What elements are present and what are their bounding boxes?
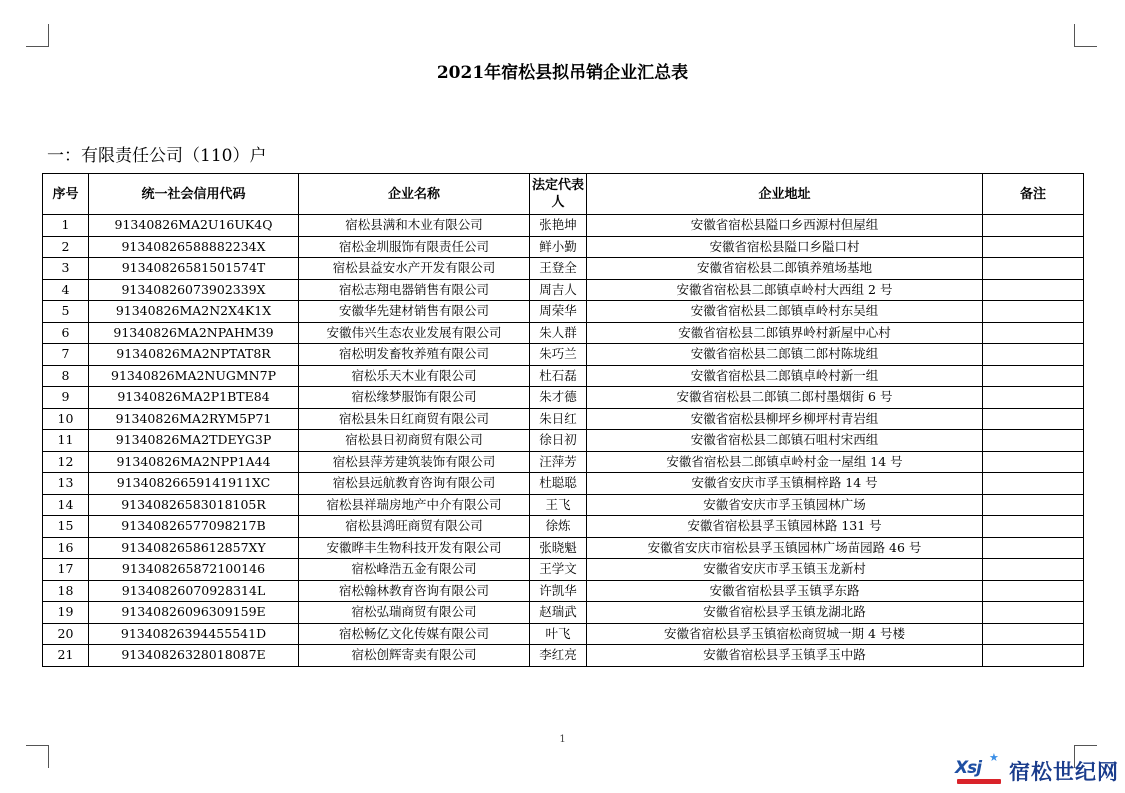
cell-credit-code: 91340826577098217B <box>89 516 299 538</box>
cell-credit-code: 91340826MA2RYM5P71 <box>89 408 299 430</box>
star-icon: ★ <box>989 751 999 764</box>
cell-address: 安徽省宿松县孚玉镇孚东路 <box>587 580 983 602</box>
table-row <box>43 451 1084 473</box>
cell-index: 4 <box>43 279 89 301</box>
page-number: 1 <box>559 734 566 745</box>
cell-credit-code: 91340826MA2NUGMN7P <box>89 365 299 387</box>
cell-index: 5 <box>43 301 89 323</box>
table-row <box>43 494 1084 516</box>
cell-company-name: 宿松县日初商贸有限公司 <box>299 430 530 452</box>
cell-index: 2 <box>43 236 89 258</box>
cell-index: 17 <box>43 559 89 581</box>
cell-index: 6 <box>43 322 89 344</box>
cell-remarks <box>983 387 1084 409</box>
cell-legal-rep: 汪萍芳 <box>530 451 587 473</box>
table-row <box>43 537 1084 559</box>
cell-index: 9 <box>43 387 89 409</box>
cell-credit-code: 91340826588882234X <box>89 236 299 258</box>
table-body <box>43 215 1084 667</box>
cell-address: 安徽省宿松县二郎镇养殖场基地 <box>587 258 983 280</box>
cell-company-name: 宿松县祥瑞房地产中介有限公司 <box>299 494 530 516</box>
cell-credit-code: 91340826MA2U16UK4Q <box>89 215 299 237</box>
table-row <box>43 279 1084 301</box>
cell-address: 安徽省宿松县二郎镇二郎村陈垅组 <box>587 344 983 366</box>
column-header-legal-rep: 法定代表人 <box>530 174 587 215</box>
cell-company-name: 宿松金圳服饰有限责任公司 <box>299 236 530 258</box>
cell-credit-code: 91340826394455541D <box>89 623 299 645</box>
logo-bar <box>957 779 1001 784</box>
cell-address: 安徽省宿松县孚玉镇宿松商贸城一期 4 号楼 <box>587 623 983 645</box>
cell-index: 20 <box>43 623 89 645</box>
cell-index: 18 <box>43 580 89 602</box>
cell-legal-rep: 张艳坤 <box>530 215 587 237</box>
cell-index: 15 <box>43 516 89 538</box>
cell-company-name: 安徽华先建材销售有限公司 <box>299 301 530 323</box>
cell-company-name: 安徽晔丰生物科技开发有限公司 <box>299 537 530 559</box>
table-row <box>43 387 1084 409</box>
cell-index: 21 <box>43 645 89 667</box>
column-header-index: 序号 <box>43 174 89 215</box>
cell-remarks <box>983 279 1084 301</box>
cell-remarks <box>983 301 1084 323</box>
cell-credit-code: 91340826MA2NPTAT8R <box>89 344 299 366</box>
cell-index: 11 <box>43 430 89 452</box>
watermark-text: 宿松世纪网 <box>1009 760 1119 784</box>
cell-legal-rep: 周荣华 <box>530 301 587 323</box>
cell-remarks <box>983 215 1084 237</box>
corner-mark-top-left <box>26 24 49 47</box>
cell-remarks <box>983 494 1084 516</box>
cell-remarks <box>983 408 1084 430</box>
table-row <box>43 623 1084 645</box>
cell-index: 10 <box>43 408 89 430</box>
table-header-row <box>43 174 1084 215</box>
cell-remarks <box>983 623 1084 645</box>
cell-legal-rep: 叶飞 <box>530 623 587 645</box>
table-row <box>43 258 1084 280</box>
cell-company-name: 宿松峰浩五金有限公司 <box>299 559 530 581</box>
cell-legal-rep: 徐炼 <box>530 516 587 538</box>
cell-company-name: 宿松乐天木业有限公司 <box>299 365 530 387</box>
cell-address: 安徽省宿松县二郎镇界岭村新屋中心村 <box>587 322 983 344</box>
cell-credit-code: 91340826583018105R <box>89 494 299 516</box>
cell-address: 安徽省宿松县柳坪乡柳坪村青岩组 <box>587 408 983 430</box>
cell-credit-code: 91340826MA2TDEYG3P <box>89 430 299 452</box>
cell-company-name: 宿松县远航教育咨询有限公司 <box>299 473 530 495</box>
cell-legal-rep: 朱人群 <box>530 322 587 344</box>
cell-legal-rep: 鲜小勤 <box>530 236 587 258</box>
corner-mark-bottom-left <box>26 745 49 768</box>
cell-legal-rep: 杜聪聪 <box>530 473 587 495</box>
cell-remarks <box>983 365 1084 387</box>
cell-legal-rep: 朱巧兰 <box>530 344 587 366</box>
column-header-address: 企业地址 <box>587 174 983 215</box>
cell-remarks <box>983 258 1084 280</box>
cell-remarks <box>983 580 1084 602</box>
table-row <box>43 365 1084 387</box>
cell-legal-rep: 徐日初 <box>530 430 587 452</box>
cell-index: 16 <box>43 537 89 559</box>
table-row <box>43 645 1084 667</box>
table-row <box>43 580 1084 602</box>
cell-credit-code: 91340826070928314L <box>89 580 299 602</box>
cell-company-name: 宿松畅亿文化传媒有限公司 <box>299 623 530 645</box>
cell-legal-rep: 朱才德 <box>530 387 587 409</box>
cell-credit-code: 91340826MA2P1BTE84 <box>89 387 299 409</box>
watermark <box>955 751 1119 786</box>
cell-credit-code: 913408265815015​74T <box>89 258 299 280</box>
cell-company-name: 宿松县鸿旺商贸有限公司 <box>299 516 530 538</box>
cell-address: 安徽省安庆市孚玉镇桐梓路 14 号 <box>587 473 983 495</box>
cell-credit-code: 91340826586128​57XY <box>89 537 299 559</box>
cell-address: 安徽省宿松县孚玉镇龙湖北路 <box>587 602 983 624</box>
cell-address: 安徽省宿松县孚玉镇园林路 131 号 <box>587 516 983 538</box>
cell-legal-rep: 王登全 <box>530 258 587 280</box>
cell-address: 安徽省宿松县二郎镇卓岭村大西组 2 号 <box>587 279 983 301</box>
cell-index: 8 <box>43 365 89 387</box>
cell-company-name: 宿松志翔电器销售有限公司 <box>299 279 530 301</box>
cell-credit-code: 91340826096309159E <box>89 602 299 624</box>
corner-mark-top-right <box>1074 24 1097 47</box>
cell-index: 1 <box>43 215 89 237</box>
table-row <box>43 602 1084 624</box>
table-row <box>43 301 1084 323</box>
cell-company-name: 宿松明发畜牧养殖有限公司 <box>299 344 530 366</box>
enterprise-table <box>42 173 1084 667</box>
table-row <box>43 344 1084 366</box>
cell-credit-code: 91340826659141911XC <box>89 473 299 495</box>
cell-legal-rep: 杜石磊 <box>530 365 587 387</box>
cell-company-name: 宿松县满和木业有限公司 <box>299 215 530 237</box>
table-row <box>43 430 1084 452</box>
cell-company-name: 安徽伟兴生态农业发展有限公司 <box>299 322 530 344</box>
cell-remarks <box>983 559 1084 581</box>
cell-address: 安徽省安庆市宿松县孚玉镇园林广场苗园路 46 号 <box>587 537 983 559</box>
cell-index: 19 <box>43 602 89 624</box>
section-heading: 一：有限责任公司（110）户 <box>47 146 267 166</box>
cell-address: 安徽省安庆市孚玉镇园林广场 <box>587 494 983 516</box>
document-title: 2021年宿松县拟吊销企业汇总表 <box>436 63 689 83</box>
cell-legal-rep: 朱日红 <box>530 408 587 430</box>
cell-address: 安徽省宿松县二郎镇卓岭村东吴组 <box>587 301 983 323</box>
cell-credit-code: 91340826587210​0146 <box>89 559 299 581</box>
cell-address: 安徽省宿松县隘口乡隘口村 <box>587 236 983 258</box>
cell-remarks <box>983 645 1084 667</box>
cell-credit-code: 913408260739023​39X <box>89 279 299 301</box>
table-row <box>43 322 1084 344</box>
cell-legal-rep: 周吉人 <box>530 279 587 301</box>
cell-remarks <box>983 430 1084 452</box>
column-header-company-name: 企业名称 <box>299 174 530 215</box>
cell-index: 14 <box>43 494 89 516</box>
cell-remarks <box>983 451 1084 473</box>
cell-remarks <box>983 473 1084 495</box>
cell-address: 安徽省宿松县二郎镇卓岭村金一屋组 14 号 <box>587 451 983 473</box>
cell-remarks <box>983 516 1084 538</box>
cell-remarks <box>983 602 1084 624</box>
cell-credit-code: 91340826328018087E <box>89 645 299 667</box>
watermark-logo-text: Xsj <box>955 758 982 778</box>
cell-address: 安徽省宿松县二郎镇卓岭村新一组 <box>587 365 983 387</box>
cell-legal-rep: 王飞 <box>530 494 587 516</box>
cell-legal-rep: 张晓魁 <box>530 537 587 559</box>
cell-address: 安徽省宿松县二郎镇二郎村墨烟街 6 号 <box>587 387 983 409</box>
cell-legal-rep: 王学文 <box>530 559 587 581</box>
watermark-logo-icon <box>955 751 1003 784</box>
cell-index: 13 <box>43 473 89 495</box>
cell-address: 安徽省宿松县孚玉镇孚玉中路 <box>587 645 983 667</box>
cell-index: 7 <box>43 344 89 366</box>
cell-credit-code: 91340826MA2N2X4K1X <box>89 301 299 323</box>
cell-remarks <box>983 537 1084 559</box>
cell-company-name: 宿松创辉寄卖有限公司 <box>299 645 530 667</box>
table-row <box>43 516 1084 538</box>
cell-credit-code: 91340826MA2NPAHM39 <box>89 322 299 344</box>
cell-company-name: 宿松翰林教育咨询有限公司 <box>299 580 530 602</box>
cell-credit-code: 91340826MA2NPP1A44 <box>89 451 299 473</box>
cell-address: 安徽省宿松县隘口乡西源村但屋组 <box>587 215 983 237</box>
cell-company-name: 宿松县萍芳建筑装饰有限公司 <box>299 451 530 473</box>
cell-remarks <box>983 322 1084 344</box>
cell-company-name: 宿松县朱日红商贸有限公司 <box>299 408 530 430</box>
cell-index: 3 <box>43 258 89 280</box>
table-row <box>43 215 1084 237</box>
cell-company-name: 宿松缘梦服饰有限公司 <box>299 387 530 409</box>
table-row <box>43 408 1084 430</box>
cell-address: 安徽省宿松县二郎镇石咀村宋西组 <box>587 430 983 452</box>
cell-remarks <box>983 236 1084 258</box>
table-row <box>43 236 1084 258</box>
cell-address: 安徽省安庆市孚玉镇玉龙新村 <box>587 559 983 581</box>
cell-legal-rep: 许凯华 <box>530 580 587 602</box>
cell-company-name: 宿松县益安水产开发有限公司 <box>299 258 530 280</box>
cell-company-name: 宿松弘瑞商贸有限公司 <box>299 602 530 624</box>
cell-legal-rep: 赵瑞武 <box>530 602 587 624</box>
table-row <box>43 473 1084 495</box>
column-header-credit-code: 统一社会信用代码 <box>89 174 299 215</box>
cell-remarks <box>983 344 1084 366</box>
cell-legal-rep: 李红亮 <box>530 645 587 667</box>
table-row <box>43 559 1084 581</box>
cell-index: 12 <box>43 451 89 473</box>
column-header-remarks: 备注 <box>983 174 1084 215</box>
